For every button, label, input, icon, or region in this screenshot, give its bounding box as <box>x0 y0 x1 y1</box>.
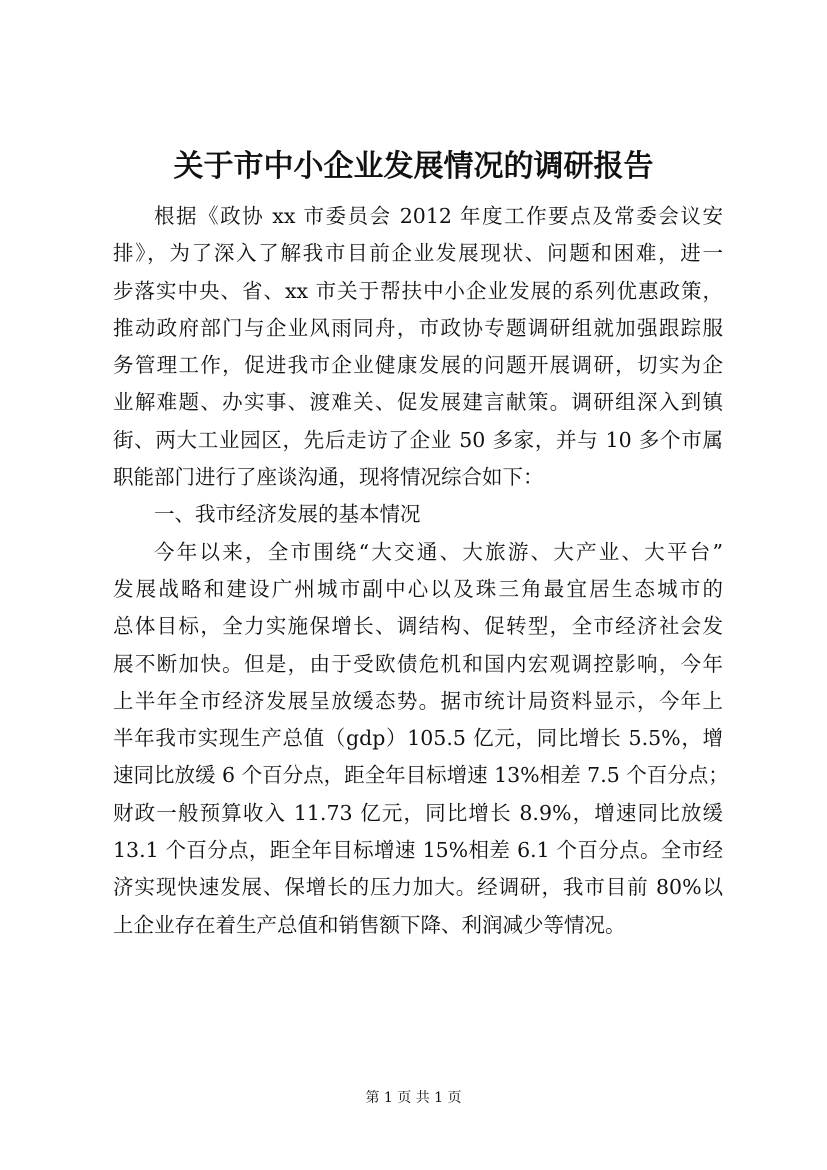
document-body <box>113 198 729 944</box>
paragraph-line: 13.1 个百分点，距全年目标增速 15%相差 6.1 个百分点。全市经 <box>113 838 723 863</box>
paragraph-line: 街、两大工业园区，先后走访了企业 50 多家，并与 10 多个市属 <box>113 427 723 452</box>
paragraph-line: 发展战略和建设广州城市副中心以及珠三角最宜居生态城市的 <box>113 576 723 601</box>
paragraph-line: 根据《政协 xx 市委员会 2012 年度工作要点及常委会议安 <box>154 204 723 228</box>
section-heading: 一、我市经济发展的基本情况 <box>154 502 421 527</box>
paragraph-line: 今年以来，全市围绕“大交通、大旅游、大产业、大平台” <box>154 539 723 564</box>
paragraph-line: 上半年全市经济发展呈放缓态势。据市统计局资料显示，今年上 <box>113 688 723 713</box>
paragraph-line: 财政一般预算收入 11.73 亿元，同比增长 8.9%，增速同比放缓 <box>113 800 723 825</box>
paragraph-line: 展不断加快。但是，由于受欧债危机和国内宏观调控影响，今年 <box>113 651 723 676</box>
paragraph-line: 济实现快速发展、保增长的压力加大。经调研，我市目前 80%以 <box>113 875 723 900</box>
paragraph-line: 步落实中央、省、xx 市关于帮扶中小企业发展的系列优惠政策， <box>113 278 723 303</box>
page-number-footer: 第 1 页 共 1 页 <box>365 1090 462 1106</box>
paragraph-line: 业解难题、办实事、渡难关、促发展建言献策。调研组深入到镇 <box>113 390 723 415</box>
paragraph-line: 排》，为了深入了解我市目前企业发展现状、问题和困难，进一 <box>113 241 723 266</box>
paragraph-line: 半年我市实现生产总值（gdp）105.5 亿元，同比增长 5.5%，增 <box>113 726 723 751</box>
paragraph-line: 推动政府部门与企业风雨同舟，市政协专题调研组就加强跟踪服 <box>113 315 723 340</box>
paragraph-line: 上企业存在着生产总值和销售额下降、利润减少等情况。 <box>113 912 626 937</box>
paragraph-line: 职能部门进行了座谈沟通，现将情况综合如下： <box>113 465 544 490</box>
paragraph-line: 速同比放缓 6 个百分点，距全年目标增速 13%相差 7.5 个百分点； <box>113 763 729 788</box>
paragraph-line: 总体目标，全力实施保增长、调结构、促转型，全市经济社会发 <box>113 614 723 639</box>
paragraph-line: 务管理工作，促进我市企业健康发展的问题开展调研，切实为企 <box>113 353 723 378</box>
document-title: 关于市中小企业发展情况的调研报告 <box>173 149 654 184</box>
